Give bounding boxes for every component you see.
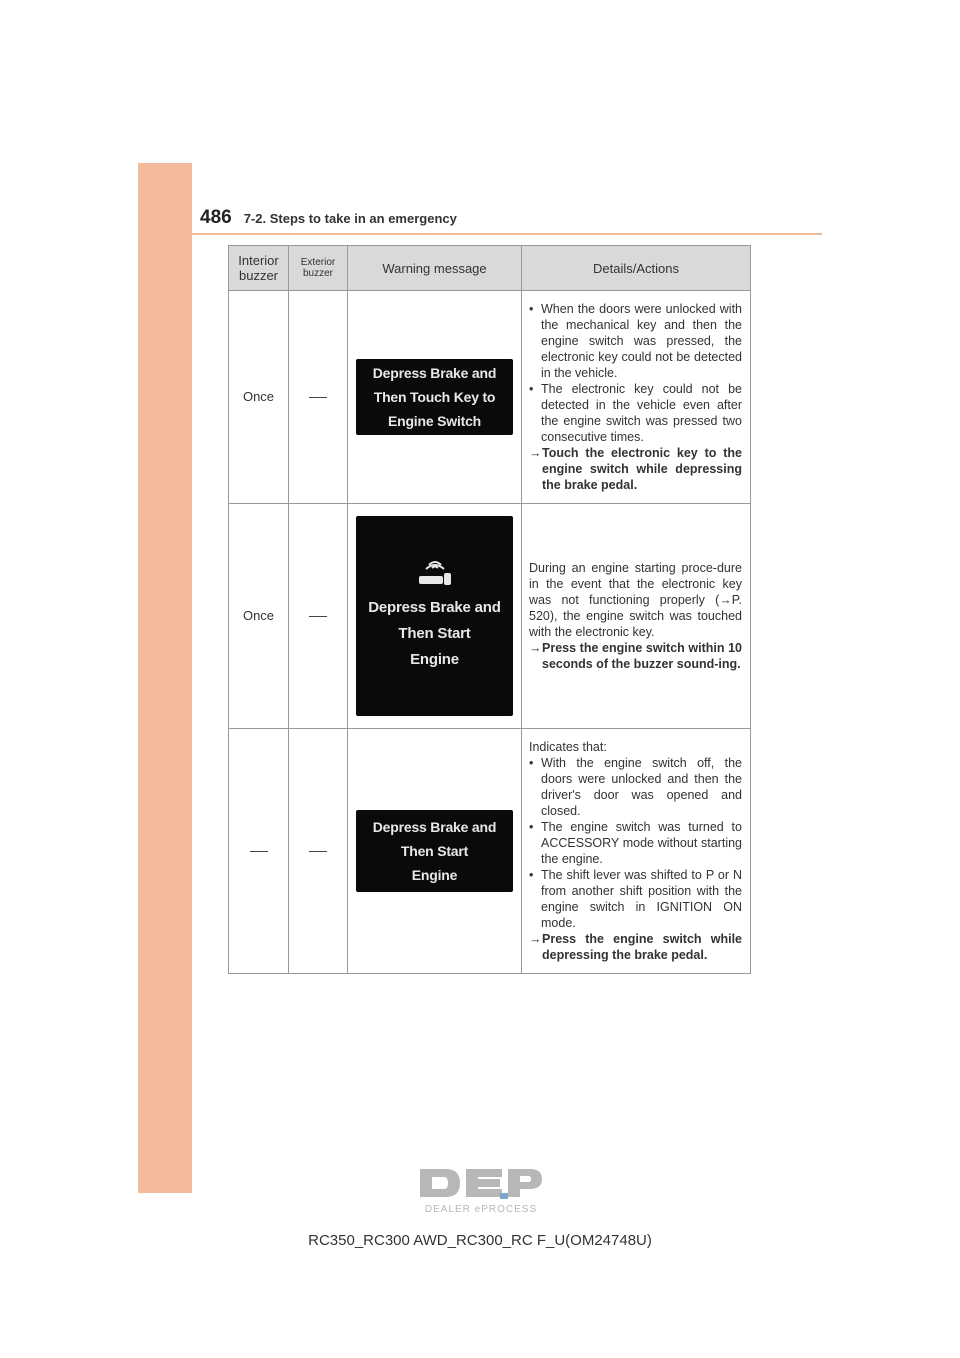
dep-logo-icon	[416, 1165, 546, 1217]
table-header-row	[229, 246, 751, 291]
arrow-icon: →	[529, 932, 542, 946]
message-line: Engine	[411, 867, 458, 883]
details-bullets	[529, 755, 742, 931]
list-item: • With the engine switch off, the doors were unlocked and then the driver's door was opened and closed.	[529, 755, 742, 819]
list-item: • When the doors were unlocked with the mechanical key and then the engine switch was pressed, the electronic key could not be detected in the vehicle.	[529, 301, 742, 381]
interior-buzzer-cell: Once	[229, 504, 289, 729]
svg-text:DEALER ePROCESS: DEALER ePROCESS	[424, 1204, 538, 1215]
message-line: Depress Brake and	[368, 599, 501, 616]
message-line: Engine Switch	[387, 413, 482, 429]
table-row	[229, 504, 751, 729]
electronic-key-icon	[415, 559, 455, 587]
warning-display	[356, 516, 513, 716]
interior-buzzer-cell	[229, 729, 289, 974]
side-band	[138, 163, 192, 1193]
section-title: 7-2. Steps to take in an emergency	[243, 211, 457, 226]
action-text	[529, 445, 742, 493]
exterior-buzzer-cell	[289, 729, 348, 974]
warning-table	[228, 245, 751, 974]
message-line: Depress Brake and	[372, 365, 497, 381]
table-row	[229, 729, 751, 974]
list-item: • The engine switch was turned to ACCESSORY mode without starting the engine.	[529, 819, 742, 867]
dash-mark	[309, 851, 327, 852]
dash-mark	[309, 616, 327, 617]
details-bullets	[529, 301, 742, 445]
warning-message-cell	[348, 291, 522, 504]
action-label: Touch the electronic key to the engine switch while depressing the brake pedal.	[542, 446, 742, 492]
arrow-icon: →	[529, 446, 542, 460]
details-text: During an engine starting proce-dure in the event that the electronic key was not functioning properly (→P. 520), the engine switch was touched with the electronic key.	[529, 561, 742, 639]
dash-mark	[309, 397, 327, 398]
page-header	[200, 207, 457, 235]
exterior-buzzer-cell	[289, 504, 348, 729]
header-details-actions: Details/Actions	[522, 246, 751, 291]
header-warning-message: Warning message	[348, 246, 522, 291]
table-row	[229, 291, 751, 504]
exterior-buzzer-cell	[289, 291, 348, 504]
message-line: Then Touch Key to	[373, 389, 496, 405]
details-cell	[522, 729, 751, 974]
warning-message-cell	[348, 504, 522, 729]
header-rule	[192, 233, 822, 235]
warning-display	[356, 810, 513, 892]
details-cell	[522, 291, 751, 504]
action-label: Press the engine switch within 10 seconds of the buzzer sound-ing.	[542, 641, 742, 671]
message-line: Then Start	[398, 625, 471, 642]
action-text	[529, 640, 742, 672]
footer-model-code: RC350_RC300 AWD_RC300_RC F_U(OM24748U)	[308, 1232, 652, 1249]
action-text	[529, 931, 742, 963]
dash-mark	[250, 851, 268, 852]
header-interior-buzzer: Interior buzzer	[229, 246, 289, 291]
list-item: • The electronic key could not be detected in the vehicle even after the engine switch was pressed two consecutive times.	[529, 381, 742, 445]
message-line: Then Start	[400, 843, 469, 859]
warning-message-cell	[348, 729, 522, 974]
warning-display	[356, 359, 513, 435]
message-line: Depress Brake and	[372, 819, 497, 835]
dep-logo	[416, 1165, 546, 1217]
header-exterior-buzzer: Exterior buzzer	[289, 246, 348, 291]
details-cell	[522, 504, 751, 729]
interior-buzzer-cell: Once	[229, 291, 289, 504]
message-line: Engine	[410, 651, 459, 668]
list-item: • The shift lever was shifted to P or N from another shift position with the engine switch in IGNITION ON mode.	[529, 867, 742, 931]
arrow-icon: →	[529, 641, 542, 655]
action-label: Press the engine switch while depressing the brake pedal.	[542, 932, 742, 962]
details-intro: Indicates that:	[529, 740, 607, 754]
page-number: 486	[200, 207, 232, 228]
